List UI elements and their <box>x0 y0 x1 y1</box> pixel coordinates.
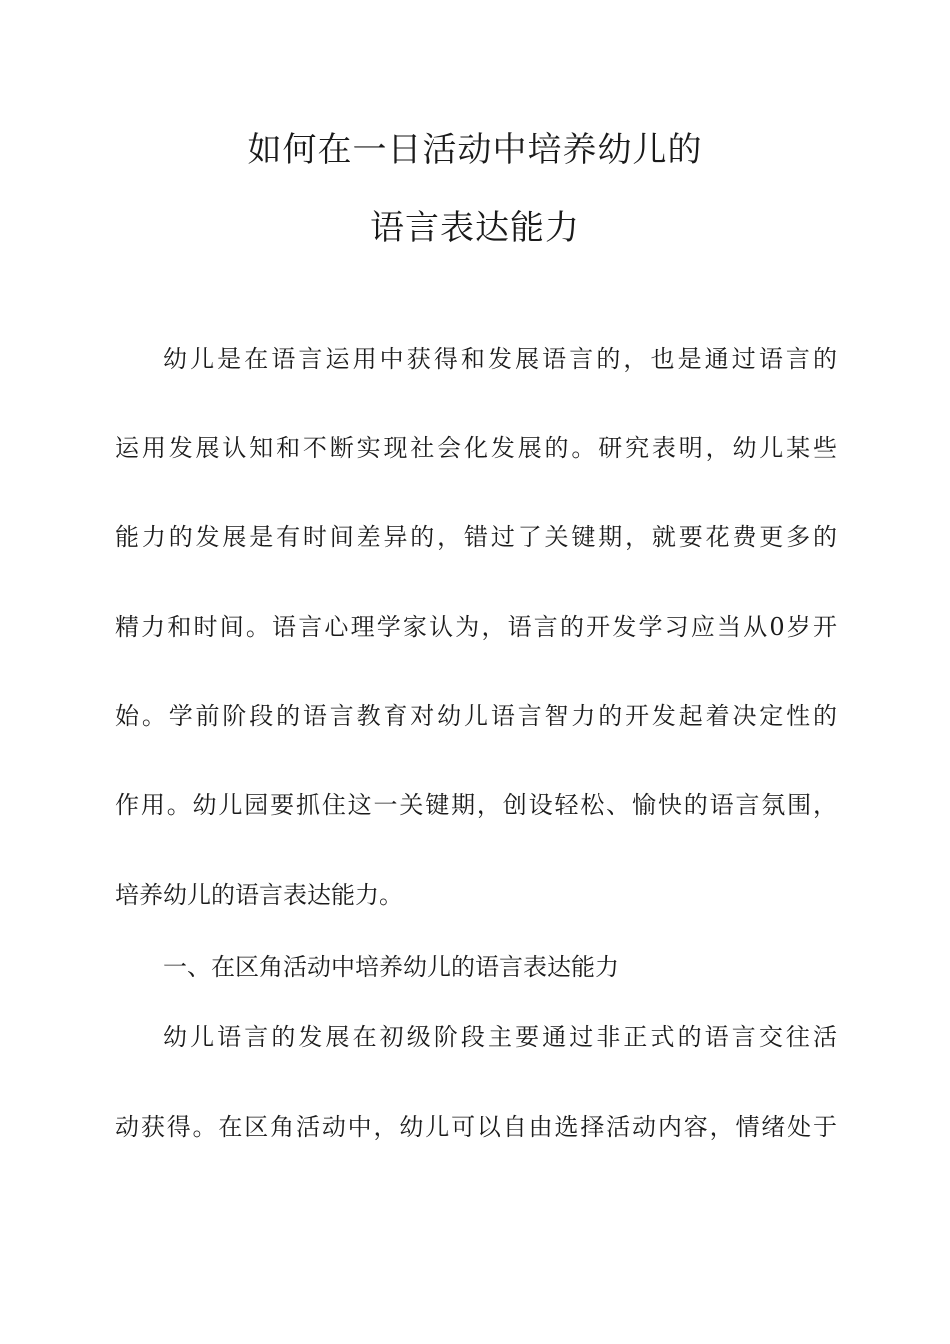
paragraph-1-line: 精力和时间。语言心理学家认为，语言的开发学习应当从0岁开 <box>115 613 837 641</box>
paragraph-1-line: 作用。幼儿园要抓住这一关键期，创设轻松、愉快的语言氛围， <box>115 791 837 819</box>
section-1-heading: 一、在区角活动中培养幼儿的语言表达能力 <box>163 953 619 981</box>
paragraph-2-line: 幼儿语言的发展在初级阶段主要通过非正式的语言交往活 <box>163 1023 837 1051</box>
paragraph-1-line: 运用发展认知和不断实现社会化发展的。研究表明，幼儿某些 <box>115 434 837 462</box>
paragraph-1-line: 始。学前阶段的语言教育对幼儿语言智力的开发起着决定性的 <box>115 702 837 730</box>
paragraph-1-line: 能力的发展是有时间差异的，错过了关键期，就要花费更多的 <box>115 523 837 551</box>
paragraph-1-line: 幼儿是在语言运用中获得和发展语言的，也是通过语言的 <box>163 345 837 373</box>
document-title-line-1: 如何在一日活动中培养幼儿的 <box>247 130 703 170</box>
document-title-line-2: 语言表达能力 <box>370 208 580 248</box>
paragraph-2-line: 动获得。在区角活动中，幼儿可以自由选择活动内容，情绪处于 <box>115 1113 837 1141</box>
paragraph-1-line: 培养幼儿的语言表达能力。 <box>115 881 403 909</box>
